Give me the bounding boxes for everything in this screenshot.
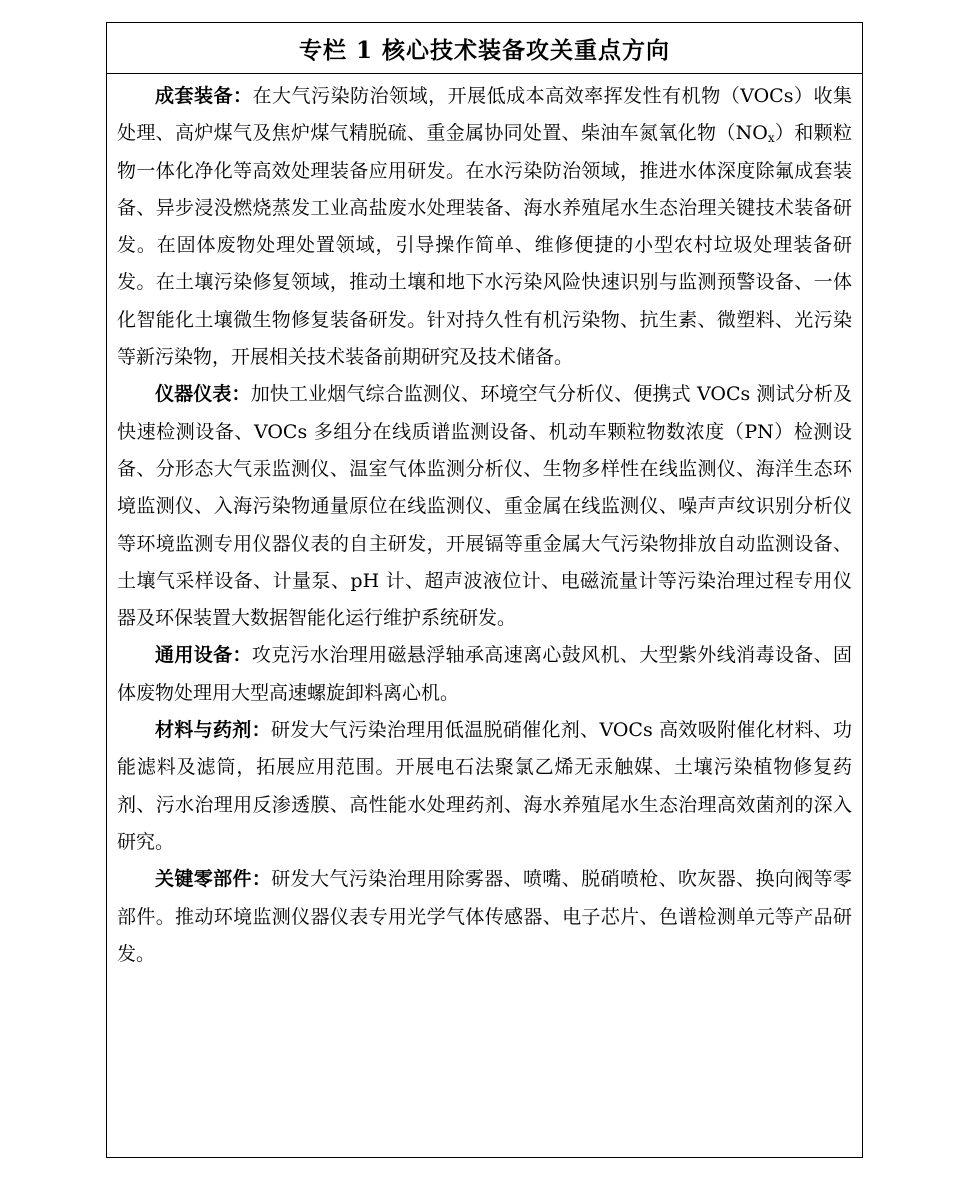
text-complete-equipment-part1: 在大气污染防治领域，开展低成本高效率挥发性有机物（VOCs）收集处理、高炉煤气及焦炉煤气精脱硫、重金属协同处置、柴油车氮氧化物（NO: [117, 85, 852, 145]
subscript-x: x: [767, 131, 775, 146]
text-materials: 研发大气污染治理用低温脱硝催化剂、VOCs 高效吸附催化材料、功能滤料及滤筒，拓展应用范围。开展电石法聚氯乙烯无汞触媒、土壤污染植物修复药剂、污水治理用反渗透膜、高性能水处理药剂、海水养殖尾水生态治理高效菌剂的深入研究。: [117, 719, 852, 853]
paragraph-instruments: [117, 376, 852, 637]
paragraph-complete-equipment: [117, 78, 852, 376]
column-box: [106, 22, 863, 1158]
term-key-components: 关键零部件：: [155, 868, 272, 891]
text-instruments: 加快工业烟气综合监测仪、环境空气分析仪、便携式 VOCs 测试分析及快速检测设备、VOCs 多组分在线质谱监测设备、机动车颗粒物数浓度（PN）检测设备、分形态大气汞监测仪、温室气体监测分析仪、生物多样性在线监测仪、海洋生态环境监测仪、入海污染物通量原位在线监测仪、重金属在线监测仪、噪声声纹识别分析仪等环境监测专用仪器仪表的自主研发，开展镉等重金属大气污染物排放自动监测设备、土壤气采样设备、计量泵、pH 计、超声波液位计、电磁流量计等污染治理过程专用仪器及环保装置大数据智能化运行维护系统研发。: [117, 383, 852, 630]
term-instruments: 仪器仪表：: [155, 383, 251, 406]
term-materials: 材料与药剂：: [155, 719, 271, 742]
content-area: [107, 74, 862, 973]
paragraph-key-components: [117, 861, 852, 973]
paragraph-materials: [117, 712, 852, 861]
term-general-equipment: 通用设备：: [155, 644, 252, 667]
term-complete-equipment: 成套装备：: [155, 85, 253, 107]
paragraph-general-equipment: [117, 637, 852, 712]
column-title: 专栏 1 核心技术装备攻关重点方向: [298, 36, 671, 64]
text-key-components: 研发大气污染治理用除雾器、喷嘴、脱硝喷枪、吹灰器、换向阀等零部件。推动环境监测仪器仪表专用光学气体传感器、电子芯片、色谱检测单元等产品研发。: [117, 868, 852, 965]
text-general-equipment: 攻克污水治理用磁悬浮轴承高速离心鼓风机、大型紫外线消毒设备、固体废物处理用大型高速螺旋卸料离心机。: [117, 644, 852, 704]
text-complete-equipment-part2: ）和颗粒物一体化净化等高效处理装备应用研发。在水污染防治领域，推进水体深度除氟成套装备、异步浸没燃烧蒸发工业高盐废水处理装备、海水养殖尾水生态治理关键技术装备研发。在固体废物处理处置领域，引导操作简单、维修便捷的小型农村垃圾处理装备研发。在土壤污染修复领域，推动土壤和地下水污染风险快速识别与监测预警设备、一体化智能化土壤微生物修复装备研发。针对持久性有机污染物、抗生素、微塑料、光污染等新污染物，开展相关技术装备前期研究及技术储备。: [117, 122, 852, 369]
title-row: [107, 23, 862, 74]
